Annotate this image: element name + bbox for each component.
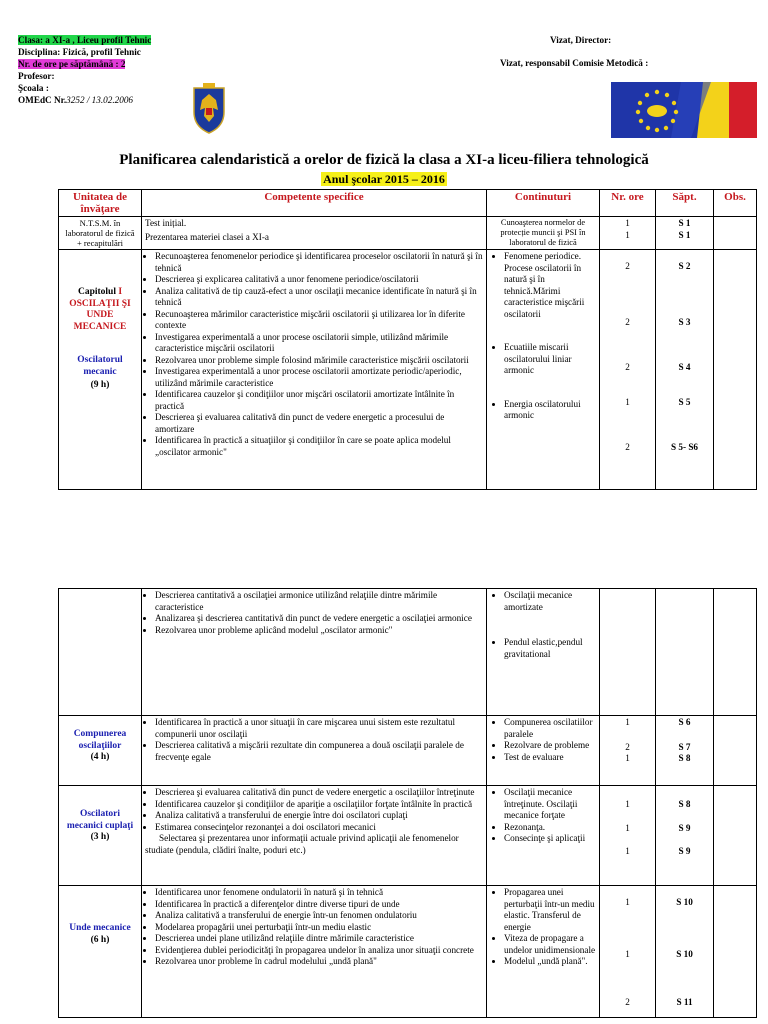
list-item: • Analiza calitativă de tip cauză-efect a unor oscilaţii mecanice identificate în natură şi în tehnică xyxy=(155,286,483,309)
cont-cont xyxy=(487,589,600,716)
comp-ore-1: 1 xyxy=(625,717,630,727)
list-item: • Identificarea în practică a situaţiilor şi condiţiilor în care se poate aplica modelul „oscilator armonic" xyxy=(155,435,483,458)
teacher-line: Profesor: xyxy=(18,71,55,81)
osc-chapter xyxy=(62,287,138,299)
comp-sapt xyxy=(656,716,714,786)
col-unit-header: Unitatea de învăţare xyxy=(59,190,142,217)
list-item: • Test de evaluare xyxy=(504,752,596,764)
planning-table-page2 xyxy=(58,588,757,1018)
cup-sapt-1: S 8 xyxy=(678,799,691,809)
cup-unit-hours: (3 h) xyxy=(90,832,110,842)
order-label: OMEdC Nr. xyxy=(18,95,67,105)
unde-sapt-3: S 11 xyxy=(676,997,693,1007)
list-item: • Rezolvarea unor probleme în cadrul modelului „undă plană" xyxy=(155,956,483,968)
cup-ore xyxy=(600,786,656,886)
list-item: • Oscilaţii mecanice întreţinute. Oscilaţii mecanice forţate xyxy=(504,787,596,822)
comp-sapt-1: S 6 xyxy=(678,717,691,727)
list-item: • Analizarea şi descrierea cantitativă din punct de vedere energetic a oscilaţiei armonice xyxy=(155,613,483,625)
header-right xyxy=(500,34,648,69)
cup-cont xyxy=(487,786,600,886)
cont-obs xyxy=(714,589,757,716)
cont-unit xyxy=(59,589,142,716)
cup-sapt-3: S 9 xyxy=(678,846,691,856)
list-item: • Modelarea propagării unei perturbaţii într-un mediu elastic xyxy=(155,922,483,934)
unde-ore-2: 1 xyxy=(625,948,630,959)
list-item: • Descrierea cantitativă a oscilaţiei armonice utilizând relaţiile dintre mărimile caracteristice xyxy=(155,590,483,613)
ntsm-sapt-2: S 1 xyxy=(678,229,691,240)
list-item: • Compunerea oscilatiilor paralele xyxy=(504,717,596,740)
ntsm-sapt xyxy=(656,217,714,250)
ntsm-cont: Cunoaşterea normelor de protecție muncii şi PSI în laboratorul de fizică xyxy=(487,217,600,250)
table-row xyxy=(59,589,757,716)
ntsm-sapt-1: S 1 xyxy=(678,218,691,228)
list-item: • Oscilaţii mecanice amortizate xyxy=(504,590,596,613)
comp-sapt-2: S 7 xyxy=(678,741,691,752)
ntsm-ore xyxy=(600,217,656,250)
table-row xyxy=(59,886,757,1018)
list-item: • Descrierea undei plane utilizând relaţiile dintre mărimile caracteristice xyxy=(155,933,483,945)
unde-cont xyxy=(487,886,600,1018)
unde-unit-title: Unde mecanice xyxy=(69,923,131,933)
ntsm-unit: N.T.S.M. în laboratorul de fizică + recapitulări xyxy=(59,217,142,250)
ntsm-comp xyxy=(142,217,487,250)
planning-table-page1 xyxy=(58,189,757,490)
osc-sapt-1: S 2 xyxy=(678,261,691,271)
list-item: • Analiza calitativă a transferului de energie într-un fenomen ondulatoriu xyxy=(155,910,483,922)
osc-sapt-4: S 5 xyxy=(678,396,691,407)
list-item: • Descrierea şi explicarea calitativă a unor fenomene periodice/oscilatorii xyxy=(155,274,483,286)
director-approval: Vizat, Director: xyxy=(550,35,612,45)
cont-comp xyxy=(142,589,487,716)
osc-subunit: Oscilatorul mecanic xyxy=(77,355,123,377)
list-item: • Rezolvarea unor probleme simple folosind mărimile caracteristice mişcării oscilatorii xyxy=(155,355,483,367)
list-item: • Identificarea în practică a diferenţelor dintre diverse tipuri de unde xyxy=(155,899,483,911)
cup-sapt-2: S 9 xyxy=(678,822,691,833)
list-item: • Investigarea experimentală a unor procese oscilatorii simple, utilizând mărimile caracteristice mişcării oscilatorii xyxy=(155,332,483,355)
class-line: Clasa: a XI-a , Liceu profil Tehnic xyxy=(18,35,152,45)
unde-sapt xyxy=(656,886,714,1018)
unde-comp xyxy=(142,886,487,1018)
cup-sapt xyxy=(656,786,714,886)
comp-sapt-3: S 8 xyxy=(678,753,691,763)
ntsm-comp-2: Prezentarea materiei clasei a XI-a xyxy=(145,231,269,242)
list-item: • Recunoaşterea fenomenelor periodice şi identificarea proceselor oscilatorii în natură şi în tehnică xyxy=(155,251,483,274)
list-item: • Identificarea unor fenomene ondulatorii în natură şi în tehnică xyxy=(155,887,483,899)
unde-unit-hours: (6 h) xyxy=(90,934,110,945)
comp-unit xyxy=(59,716,142,786)
cup-unit xyxy=(59,786,142,886)
ntsm-obs xyxy=(714,217,757,250)
comp-obs xyxy=(714,716,757,786)
list-item: • Propagarea unei perturbaţii într-un mediu elastic. Transferul de energie xyxy=(504,887,596,933)
osc-chapter-label: Capitolul xyxy=(77,287,116,297)
osc-comp xyxy=(142,250,487,490)
table-row xyxy=(59,250,757,490)
osc-sapt xyxy=(656,250,714,490)
osc-obs xyxy=(714,250,757,490)
page-title: Planificarea calendaristică a orelor de fizică la clasa a XI-a liceu-filiera tehnologică xyxy=(119,152,649,168)
cup-comp xyxy=(142,786,487,886)
list-item: • Rezolvarea unor probleme aplicând modelul „oscilator armonic" xyxy=(155,625,483,637)
school-line: Şcoala : xyxy=(18,83,49,93)
unde-obs xyxy=(714,886,757,1018)
cup-obs xyxy=(714,786,757,886)
list-item: • Rezolvare de probleme xyxy=(504,740,596,752)
order-line xyxy=(18,94,151,106)
list-item: • Modelul „undă plană". xyxy=(504,956,596,968)
table-row xyxy=(59,217,757,250)
osc-ore-4: 1 xyxy=(625,396,630,407)
comp-comp xyxy=(142,716,487,786)
comp-ore-2: 2 xyxy=(625,741,630,752)
cup-comp-extra: Selectarea şi prezentarea unor informaţii actuale privind aplicaţii ale fenomenelor studiate (pendula, clădiri înalte, poduri etc.) xyxy=(145,833,459,855)
col-sapt-header: Săpt. xyxy=(656,190,714,217)
coat-of-arms-icon xyxy=(190,82,228,134)
ntsm-ore-1: 1 xyxy=(625,218,630,228)
comp-unit-title: Compunerea oscilaţiilor xyxy=(73,729,127,751)
cont-sapt xyxy=(656,589,714,716)
table-row xyxy=(59,786,757,886)
osc-ore-2: 2 xyxy=(625,316,630,327)
hours-line: Nr. de ore pe săptămână : 2 xyxy=(18,59,126,69)
osc-sapt-5: S 5- S6 xyxy=(670,442,699,452)
osc-ore-1: 2 xyxy=(625,261,630,271)
list-item: • Recunoaşterea mărimilor caracteristice mişcării oscilatorii şi utilizarea lor în diferite contexte xyxy=(155,309,483,332)
list-item: • Analiza calitativă a transferului de energie între doi oscilatori cuplaţi xyxy=(155,810,483,822)
list-item: • Pendul elastic,pendul gravitational xyxy=(504,637,596,660)
responsabil-approval: Vizat, responsabil Comisie Metodică : xyxy=(500,58,649,68)
list-item: • Estimarea consecinţelor rezonanţei a doi oscilatori mecanici xyxy=(155,822,483,834)
order-value: 3252 / 13.02.2006 xyxy=(66,95,134,105)
osc-chapter-number: I xyxy=(118,287,123,297)
osc-ore xyxy=(600,250,656,490)
unde-sapt-2: S 10 xyxy=(676,948,693,959)
list-item: • Fenomene periodice. Procese oscilatorii în natură şi în tehnică.Mărimi caracteristice mişcării oscilatorii xyxy=(504,251,596,320)
list-item: • Energia oscilatorului armonic xyxy=(504,399,596,422)
cup-ore-1: 1 xyxy=(625,799,630,809)
col-obs-header: Obs. xyxy=(714,190,757,217)
list-item: • Ecuatiile miscarii oscilatorului liniar armonic xyxy=(504,342,596,377)
list-item: • Identificarea în practică a unor situaţii în care mişcarea unui sistem este rezultatul compunerii unor oscilaţii xyxy=(155,717,483,740)
list-item: • Evidenţierea dublei periodicităţi în propagarea undelor în analiza unor situaţii concrete xyxy=(155,945,483,957)
unde-ore-3: 2 xyxy=(625,997,630,1007)
col-cont-header: Continuturi xyxy=(487,190,600,217)
cup-unit-title: Oscilatori mecanici cuplaţi xyxy=(66,809,134,831)
osc-ore-3: 2 xyxy=(625,362,630,372)
list-item: • Identificarea cauzelor şi condiţiilor de apariţie a oscilaţiilor forţate întâlnite în practică xyxy=(155,799,483,811)
list-item: • Descrierea şi evaluarea calitativă din punct de vedere energetic a oscilaţiilor întreţinute xyxy=(155,787,483,799)
list-item: • Descrierea şi evaluarea calitativă din punct de vedere energetic a procesului de amortizare xyxy=(155,412,483,435)
osc-cont xyxy=(487,250,600,490)
list-item: • Descrierea calitativă a mişcării rezultate din compunerea a două oscilaţii paralele de frecvenţe egale xyxy=(155,740,483,763)
unde-unit xyxy=(59,886,142,1018)
school-year-text: Anul şcolar 2015 – 2016 xyxy=(323,172,445,186)
cont-ore xyxy=(600,589,656,716)
list-item: • Investigarea experimentală a unor procese oscilatorii amortizate periodic/aperiodic, utilizând mărimile caracteristice xyxy=(155,366,483,389)
comp-ore-3: 1 xyxy=(625,753,630,763)
comp-cont xyxy=(487,716,600,786)
osc-ore-5: 2 xyxy=(625,442,630,452)
unde-sapt-1: S 10 xyxy=(676,897,693,907)
ntsm-comp-1: Test inițial. xyxy=(145,218,187,228)
list-item: • Identificarea cauzelor şi condiţiilor unor mişcări oscilatorii amortizate întâlnite în practică xyxy=(155,389,483,412)
unde-ore xyxy=(600,886,656,1018)
cup-ore-2: 1 xyxy=(625,822,630,833)
table-header-row xyxy=(59,190,757,217)
col-ore-header: Nr. ore xyxy=(600,190,656,217)
unde-ore-1: 1 xyxy=(625,897,630,907)
table-row xyxy=(59,716,757,786)
list-item: • Rezonanţa. xyxy=(504,822,596,834)
osc-sapt-3: S 4 xyxy=(678,362,691,372)
comp-ore xyxy=(600,716,656,786)
osc-unit xyxy=(59,250,142,490)
school-year xyxy=(0,170,768,188)
col-comp-header: Competente specifice xyxy=(142,190,487,217)
cup-ore-3: 1 xyxy=(625,846,630,856)
osc-hours: (9 h) xyxy=(90,380,110,390)
list-item: • Consecinţe şi aplicaţii xyxy=(504,833,596,845)
osc-sapt-2: S 3 xyxy=(678,316,691,327)
ntsm-ore-2: 1 xyxy=(625,229,630,240)
osc-chapter-title: OSCILAŢII ŞI UNDE MECANICE xyxy=(69,298,131,332)
eu-romania-flag-icon xyxy=(611,82,757,138)
header-left xyxy=(18,34,151,106)
list-item: • Viteza de propagare a undelor unidimensionale xyxy=(504,933,596,956)
comp-unit-hours: (4 h) xyxy=(90,752,110,762)
discipline-line: Disciplina: Fizică, profil Tehnic xyxy=(18,47,141,57)
